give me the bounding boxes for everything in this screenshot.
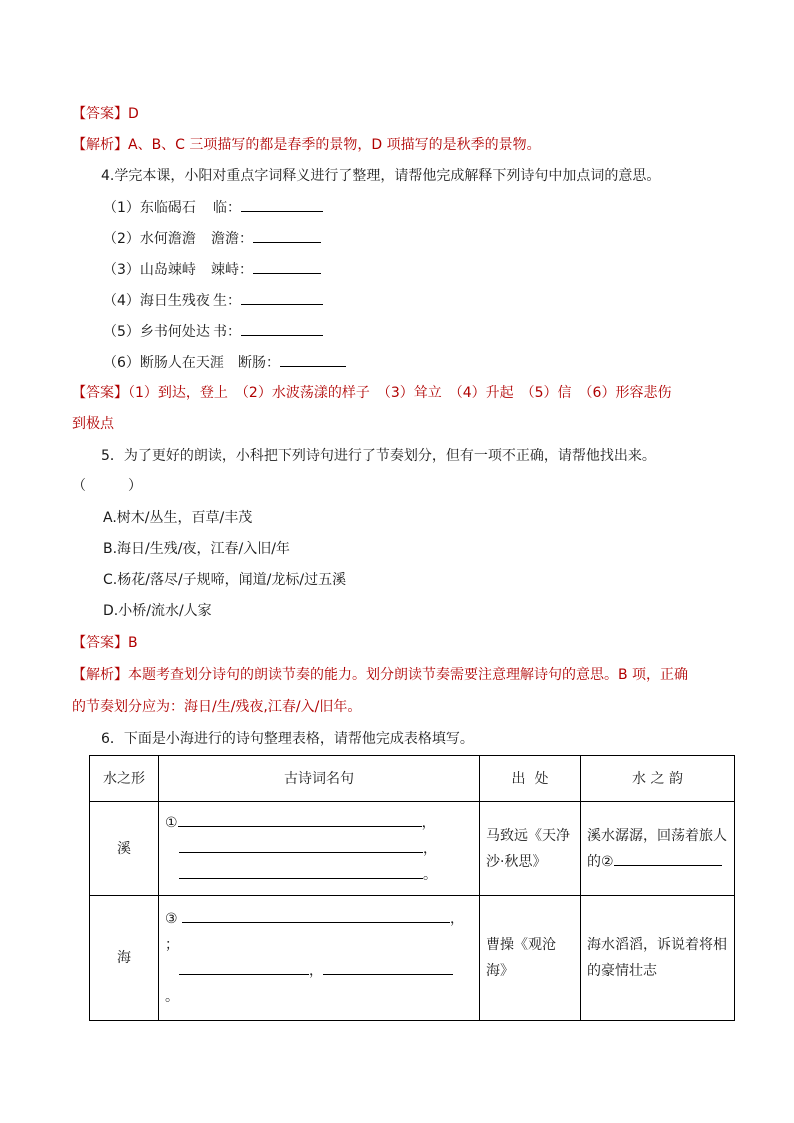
q4-item <box>103 321 323 342</box>
q4-item-line: （1）东临碣石 <box>103 200 196 216</box>
circle-mark: ② <box>601 853 614 870</box>
analysis-text: A、B、C 三项描写的都是春季的景物，D 项描写的是秋季的景物。 <box>128 137 541 153</box>
punct: ， <box>450 911 465 927</box>
cell-shape: 海 <box>90 896 159 1021</box>
analysis-tag: 【解析】 <box>72 667 128 683</box>
answer-blank[interactable] <box>182 908 450 923</box>
answer-blank[interactable] <box>241 290 323 305</box>
q4-item-line: （3）山岛竦峙 <box>103 262 196 278</box>
cell-poem <box>159 802 480 896</box>
q4-item-line: （4）海日生残夜 <box>103 293 210 309</box>
q3-analysis <box>72 135 541 155</box>
analysis-text: 本题考查划分诗句的朗读节奏的能力。划分朗读节奏需要注意理解诗句的意思。B 项，正确 <box>128 667 689 683</box>
q4-item-word: 断肠： <box>238 355 280 371</box>
q4-item-word: 书： <box>213 324 241 340</box>
q4-item-word: 生： <box>213 293 241 309</box>
header-rhyme: 水 之 韵 <box>581 756 735 802</box>
q5-analysis-cont: 的节奏划分应为：海日/生/残夜,江春/入/旧年。 <box>72 699 362 715</box>
q4-answer <box>72 383 671 403</box>
q5-option: D.小桥/流水/人家 <box>103 603 212 619</box>
cell-source: 马致远《天净沙·秋思》 <box>480 802 581 896</box>
circle-mark: ③ <box>165 911 178 927</box>
cell-poem <box>159 896 480 1021</box>
cell-rhyme: 海水滔滔，诉说着将相的豪情壮志 <box>581 896 735 1021</box>
answer-blank[interactable] <box>179 864 423 879</box>
table-row <box>90 896 735 1021</box>
q5-prompt: 5．为了更好的朗读，小科把下列诗句进行了节奏划分，但有一项不正确，请帮他找出来。 <box>101 448 656 464</box>
answer-blank[interactable] <box>253 228 321 243</box>
rhyme-text: 溪水潺潺，回荡着旅人的 <box>587 827 727 870</box>
q4-prompt: 4.学完本课，小阳对重点字词释义进行了整理，请帮他完成解释下列诗句中加点词的意思。 <box>101 168 661 184</box>
q4-item <box>103 290 323 311</box>
header-shape: 水之形 <box>90 756 159 802</box>
answer-blank[interactable] <box>614 851 722 866</box>
answer-blank[interactable] <box>323 960 453 975</box>
q4-item <box>103 197 323 218</box>
q5-option: C.杨花/落尽/子规啼，闻道/龙标/过五溪 <box>103 572 347 588</box>
answer-text: （1）到达，登上 （2）水波荡漾的样子 （3）耸立 （4）升起 （5）信 （6）形容悲伤 <box>128 385 672 401</box>
q6-prompt: 6．下面是小海进行的诗句整理表格，请帮他完成表格填写。 <box>101 731 474 747</box>
answer-tag: 【答案】 <box>72 635 128 651</box>
answer-tag: 【答案】 <box>72 385 128 401</box>
punct: ； <box>165 937 179 953</box>
answer-blank[interactable] <box>241 197 323 212</box>
q5-option: A.树木/丛生，百草/丰茂 <box>103 510 253 526</box>
header-source: 出 处 <box>480 756 581 802</box>
punct: 。 <box>165 989 179 1005</box>
answer-blank[interactable] <box>280 352 346 367</box>
cell-shape: 溪 <box>90 802 159 896</box>
q4-item-line: （6）断肠人在天涯 <box>103 355 224 371</box>
punct: ， <box>309 963 323 979</box>
circle-mark: ① <box>165 814 178 831</box>
q5-answer <box>72 633 138 653</box>
answer-blank[interactable] <box>178 812 422 827</box>
q4-item-word: 临： <box>213 200 241 216</box>
answer-blank[interactable] <box>253 259 321 274</box>
q5-option: B.海日/生残/夜，江春/入旧/年 <box>103 541 290 557</box>
answer-blank[interactable] <box>241 321 323 336</box>
analysis-tag: 【解析】 <box>72 137 128 153</box>
q4-item-line: （2）水何澹澹 <box>103 231 196 247</box>
answer-blank[interactable] <box>179 838 423 853</box>
q4-item-word: 澹澹： <box>211 231 253 247</box>
q4-item <box>103 259 321 280</box>
table-header-row <box>90 756 735 802</box>
punct: ， <box>423 840 437 857</box>
punct: ， <box>421 814 436 831</box>
punct: 。 <box>423 866 437 883</box>
cell-source: 曹操《观沧海》 <box>480 896 581 1021</box>
answer-value: B <box>128 635 138 651</box>
q3-answer <box>72 104 139 124</box>
cell-rhyme <box>581 802 735 896</box>
answer-blank[interactable] <box>179 960 309 975</box>
answer-value: D <box>128 106 139 122</box>
q5-answer-paren[interactable]: （ ） <box>72 478 142 494</box>
q4-item <box>103 352 346 373</box>
q5-analysis <box>72 665 688 685</box>
table-row <box>90 802 735 896</box>
q4-item-word: 竦峙： <box>211 262 253 278</box>
poem-table <box>89 755 735 1021</box>
header-poem: 古诗词名句 <box>159 756 480 802</box>
q4-item <box>103 228 321 249</box>
q4-answer-cont: 到极点 <box>72 416 114 432</box>
q4-item-line: （5）乡书何处达 <box>103 324 210 340</box>
answer-tag: 【答案】 <box>72 106 128 122</box>
